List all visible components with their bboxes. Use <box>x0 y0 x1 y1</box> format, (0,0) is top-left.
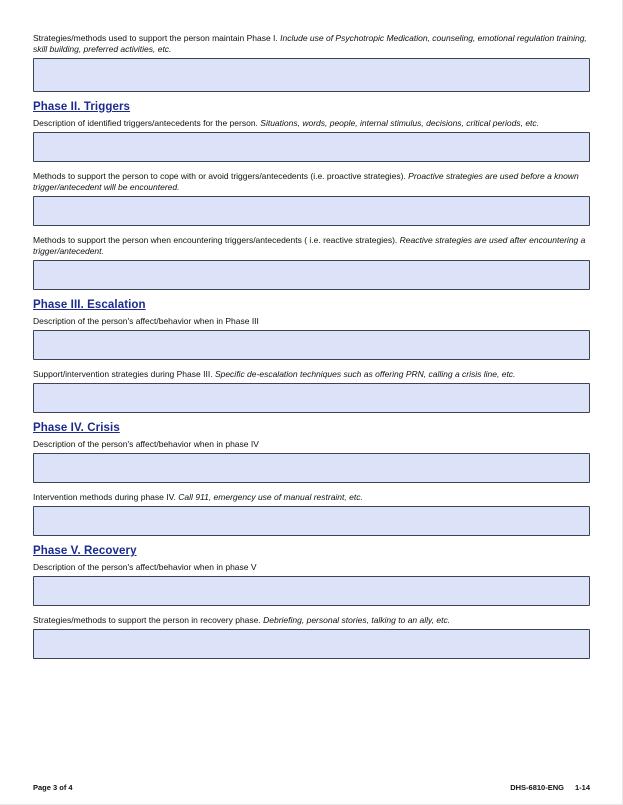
field-phase1-maintain-strategies <box>33 33 590 92</box>
field-label <box>33 316 590 327</box>
field-label <box>33 33 590 55</box>
page-number-label: Page 3 of 4 <box>33 783 73 792</box>
field-label-hint: Proactive strategies are used before a known trigger/antecedent will be encountered. <box>33 171 579 192</box>
phase1-maintain-strategies-input[interactable] <box>33 58 590 92</box>
field-label-text: Methods to support the person to cope with or avoid triggers/antecedents (i.e. proactive strategies). <box>33 171 406 181</box>
field-label <box>33 492 590 503</box>
field-phase2-triggers-description <box>33 118 590 162</box>
phase4-intervention-methods-input[interactable] <box>33 506 590 536</box>
field-phase4-intervention-methods <box>33 492 590 536</box>
page-footer <box>33 783 590 792</box>
form-number-block <box>510 783 590 792</box>
field-label <box>33 235 590 257</box>
field-phase3-behavior-description <box>33 316 590 360</box>
phase3-behavior-description-input[interactable] <box>33 330 590 360</box>
field-label <box>33 562 590 573</box>
field-label-text: Description of the person's affect/behavior when in phase V <box>33 562 257 572</box>
phase2-heading: Phase II. Triggers <box>33 101 131 113</box>
field-label <box>33 439 590 450</box>
field-phase4-behavior-description <box>33 439 590 483</box>
phase3-intervention-strategies-input[interactable] <box>33 383 590 413</box>
field-label <box>33 118 590 129</box>
field-label-hint: Debriefing, personal stories, talking to an ally, etc. <box>263 615 451 625</box>
form-page-content <box>33 33 590 668</box>
field-label-text: Strategies/methods used to support the person maintain Phase I. <box>33 33 278 43</box>
phase5-recovery-strategies-input[interactable] <box>33 629 590 659</box>
field-label-text: Intervention methods during phase IV. <box>33 492 176 502</box>
field-phase3-intervention-strategies <box>33 369 590 413</box>
field-label-text: Support/intervention strategies during Phase III. <box>33 369 213 379</box>
field-label-hint: Reactive strategies are used after encountering a trigger/antecedent. <box>33 235 586 256</box>
field-phase2-reactive-strategies <box>33 235 590 290</box>
phase5-behavior-description-input[interactable] <box>33 576 590 606</box>
phase2-reactive-strategies-input[interactable] <box>33 260 590 290</box>
field-label <box>33 369 590 380</box>
field-label-hint: Situations, words, people, internal stimulus, decisions, critical periods, etc. <box>260 118 540 128</box>
field-label-text: Description of identified triggers/antecedents for the person. <box>33 118 258 128</box>
field-label <box>33 171 590 193</box>
phase2-proactive-strategies-input[interactable] <box>33 196 590 226</box>
field-label <box>33 615 590 626</box>
field-label-text: Strategies/methods to support the person in recovery phase. <box>33 615 261 625</box>
phase4-heading: Phase IV. Crisis <box>33 422 120 434</box>
phase5-heading: Phase V. Recovery <box>33 545 137 557</box>
form-number: DHS-6810-ENG <box>510 783 564 792</box>
field-label-hint: Specific de-escalation techniques such as offering PRN, calling a crisis line, etc. <box>214 369 516 379</box>
phase2-triggers-description-input[interactable] <box>33 132 590 162</box>
field-label-text: Methods to support the person when encountering triggers/antecedents ( i.e. reactive strategies). <box>33 235 398 245</box>
phase4-behavior-description-input[interactable] <box>33 453 590 483</box>
field-phase5-recovery-strategies <box>33 615 590 659</box>
phase3-heading: Phase III. Escalation <box>33 299 146 311</box>
field-phase2-proactive-strategies <box>33 171 590 226</box>
field-label-hint: Call 911, emergency use of manual restraint, etc. <box>178 492 363 502</box>
field-label-text: Description of the person's affect/behavior when in phase IV <box>33 439 259 449</box>
form-revision-date: 1-14 <box>574 783 590 792</box>
field-phase5-behavior-description <box>33 562 590 606</box>
field-label-hint: Include use of Psychotropic Medication, counseling, emotional regulation training, skill building, preferred activities, etc. <box>33 33 587 54</box>
field-label-text: Description of the person's affect/behavior when in Phase III <box>33 316 259 326</box>
